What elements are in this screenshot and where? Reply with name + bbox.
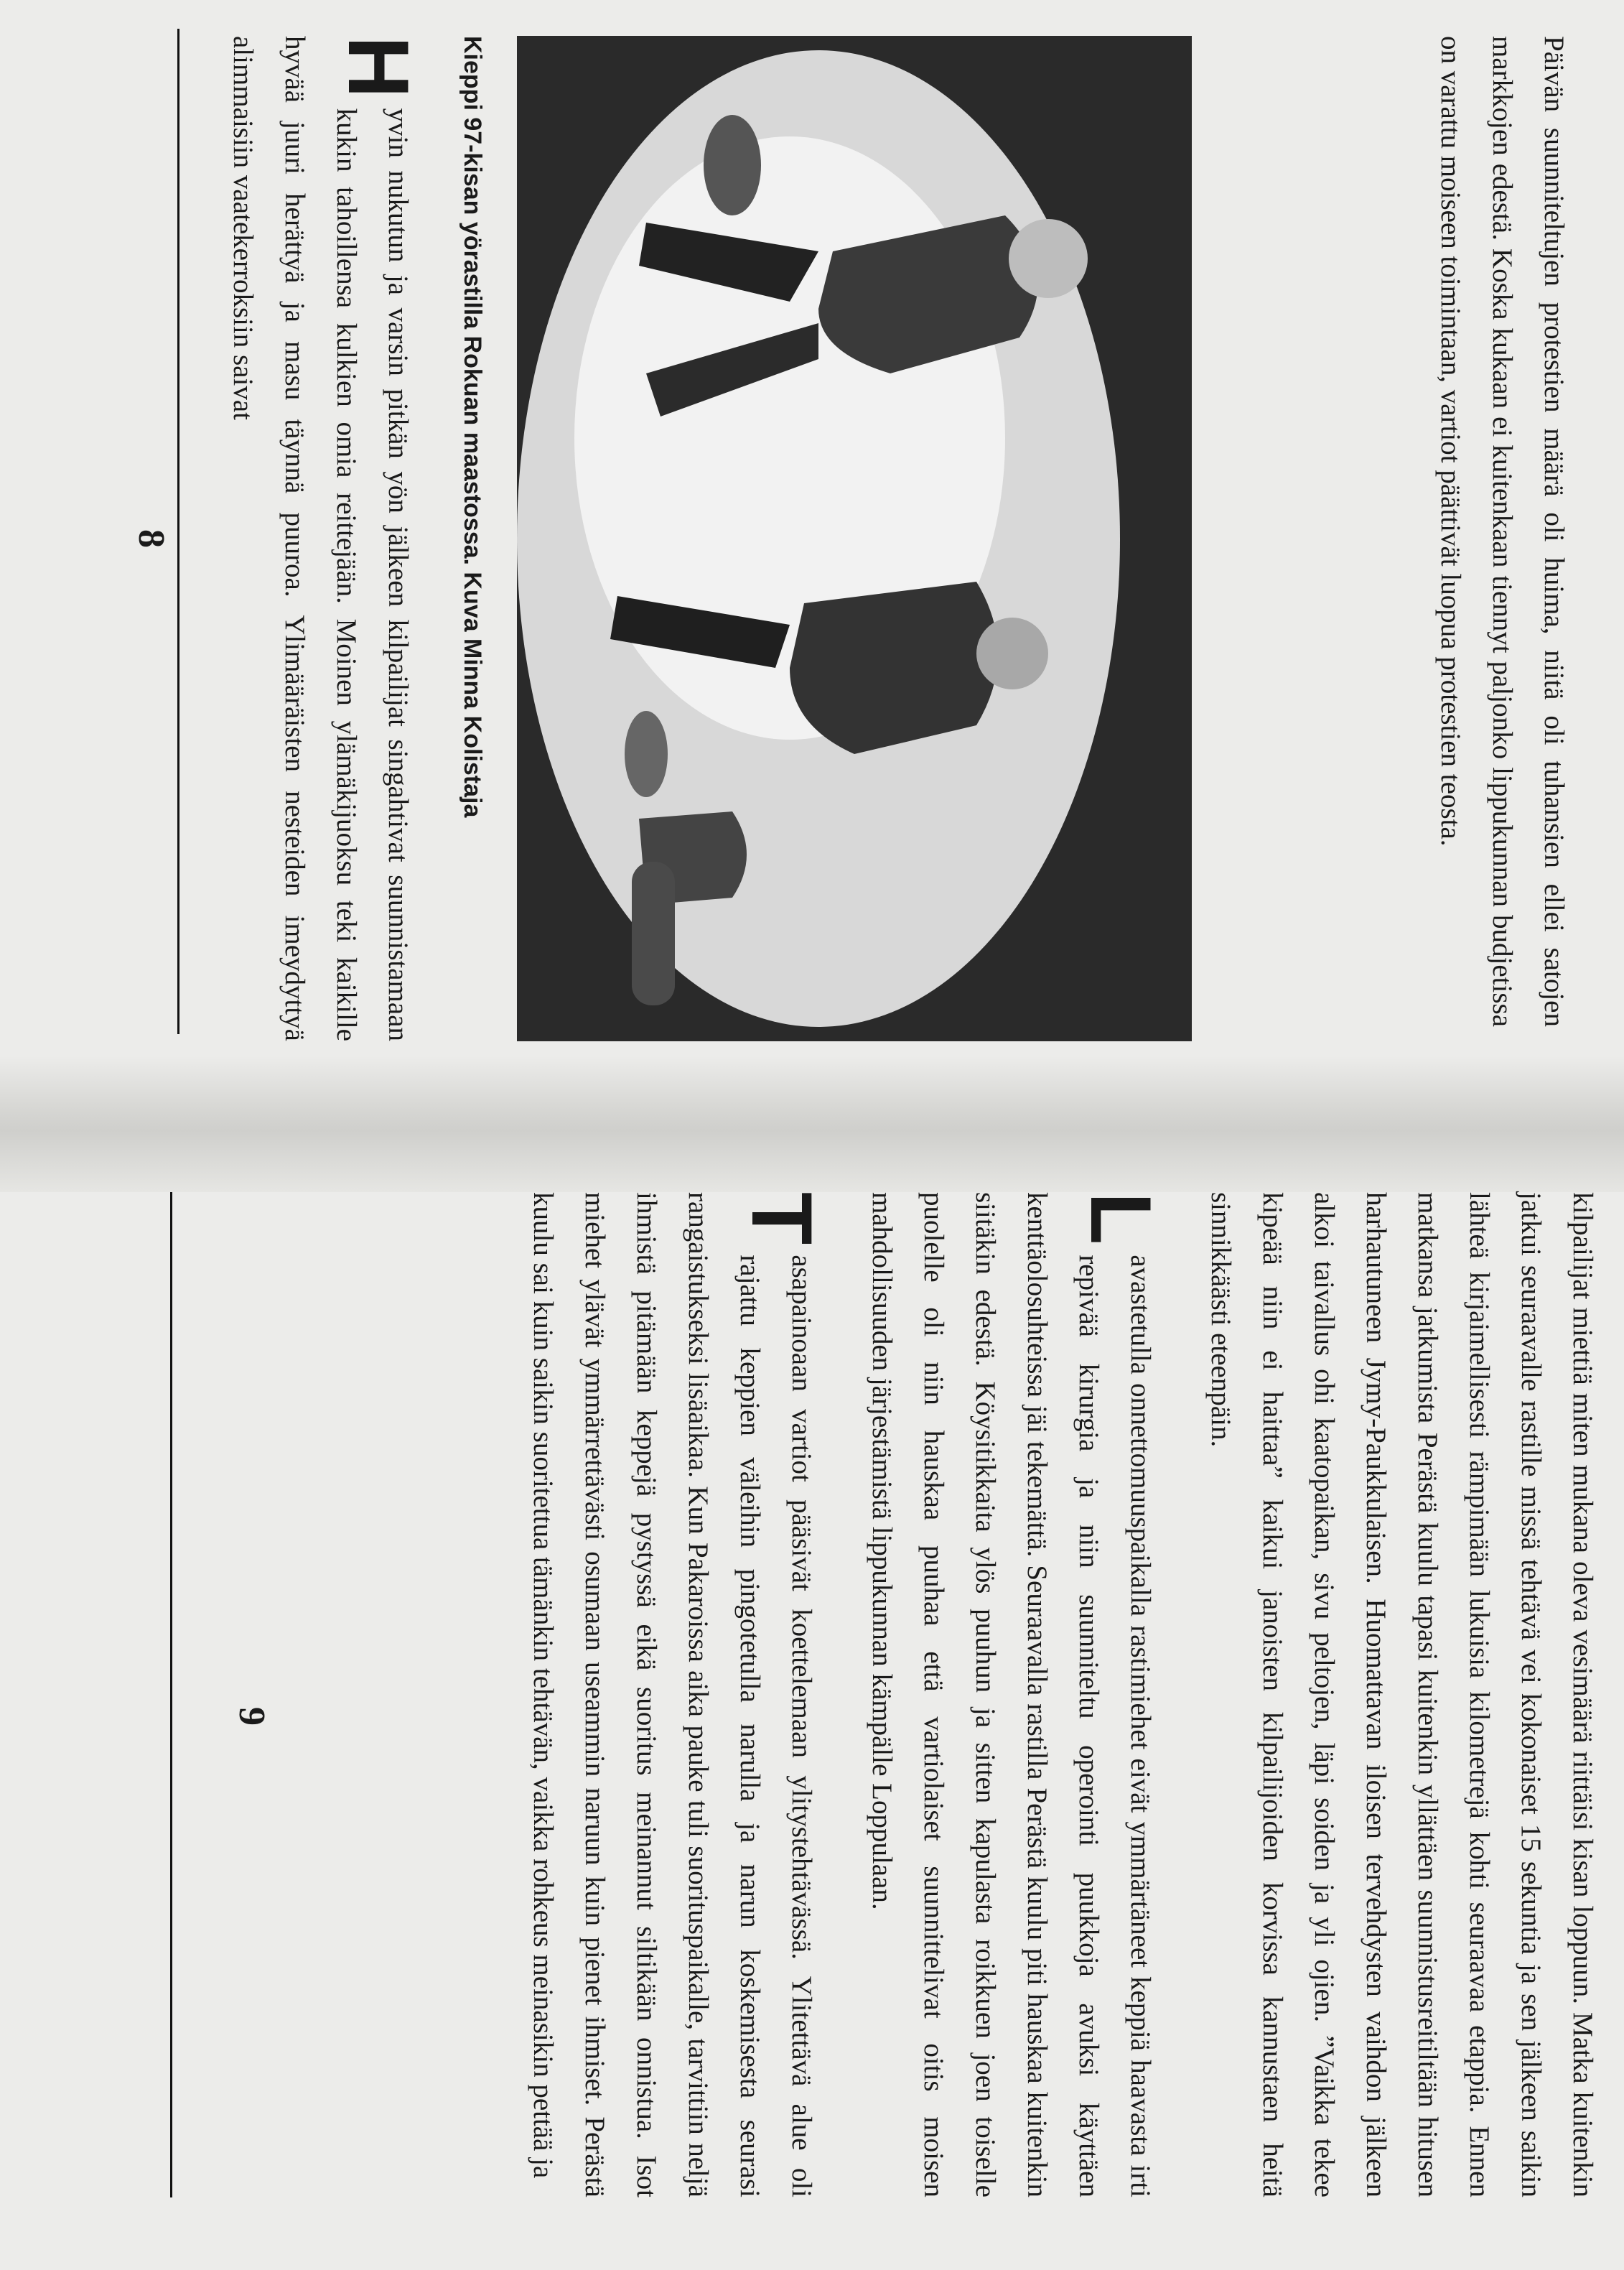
dropcap-letter: H (330, 36, 426, 98)
photo-caption: Kieppi 97-kisan yörastilla Rokuan maastossa. Kuva Minna Kolistaja (459, 36, 486, 818)
book-gutter (0, 1056, 1624, 1192)
page-9-body (517, 1192, 1608, 2197)
footer-rule (170, 1192, 172, 2197)
page-number: 8 (131, 529, 172, 548)
page-number: 9 (231, 1707, 272, 1726)
photo-orienteering-night-checkpoint (517, 36, 1192, 1041)
footer-rule (177, 29, 179, 1034)
dropcap-letter: T (734, 1192, 830, 1245)
intro-paragraph: Päivän suunniteltujen protestien määrä oli huima, niitä oli tuhansien ellei satojen markkojen edestä. Koska kukaan ei kuitenkaan tiennyt paljonko lippukunnan budjetissa on varattu moiseen toimintaan, vartiot päättivät luopua protestien teosta. (1435, 36, 1569, 1027)
dropcap-paragraph-t: T asapainoaan vartiot pääsivät koettelemaan ylitystehtävässä. Ylitettävä alue oli rajattu keppien väleihin pingotetulla narulla ja narun koskemisesta seurasi rangaistukseksi lisäaikaa. Kun Pakaroissa aika pauke tuli suorituspaikalle, tarvittiin neljä ihmistä pitämään keppejä pystyssä eikä suoritus meinannut siltikään onnistua. Isot miehet ylävät ymmärrettävästi osumaan useammin naruun kuin pienet ihmiset. Perästä kuulu sai kuin saikin suoritettua tämänkin tehtävän, vaikka rohkeus meinasikin pettää ja (528, 1192, 830, 2197)
dropcap-paragraph: H yvin nukutun ja varsin pitkän yön jälkeen kilpailijat singahtivat suunnistamaan kukin tahoillensa kulkien omia reittejään. Moinen ylämäkijuoksu teki kaikille hyvää juuri herättyä ja masu täynnä puuroa. Ylimääräisten nesteiden imeydyttyä alimmaisiin vaatekerroksiin saivat (228, 36, 426, 1041)
dropcap-letter: L (1073, 1192, 1169, 1245)
page-9 (101, 1192, 1608, 2197)
dropcap-paragraph-l: L avastetulla onnettomuuspaikalla rastimiehet eivät ymmärtäneet keppiä haavasta irti repivää kirurgia ja niin suunniteltu operointi puukkoja avuksi käyttäen kenttäolosuhteissa jäi tekemättä. Seuraavalla rastilla Perästä kuulu piti hauskaa kuitenkin siitäkin edestä. Köysitikkaita ylös puuhun ja sitten kapulasta roikkuen joen toiselle puolelle oli niin hauskaa puuhaa että vartiolaiset suunnittelivat oitis moisen mahdollisuuden järjestämistä lippukunnan kämpälle Loppulaan. (867, 1192, 1169, 2197)
continued-paragraph: kilpailijat miettiä miten mukana oleva vesimäärä riittäisi kisan loppuun. Matka kuitenkin jatkui seuraavalle rastille missä tehtävä vei kokonaiset 15 sekuntia ja sen jälkeen saikin lähteä kirjaimellisesti rämpimään lukuisia kilometrejä kohti seuraavaa etappia. Ennen matkansa jatkumista Perästä kuulu tapasi kuitenkin yllättäen suunnistusreitiltään hitusen harhautuneen Jymy-Paukkulaisen. Huomattavan iloisen tervehdysten vaihdon jälkeen alkoi taivallus ohi kaatopaikan, sivu peltojen, läpi soiden ja yli ojien. ”Vaikka tekee kipeää niin ei haittaa” kaikui janoisten kilpailijoiden korvissa kannustaen heitä sinnikkäästi eteenpäin. (1205, 1192, 1598, 2197)
page-8 (101, 14, 1608, 1041)
